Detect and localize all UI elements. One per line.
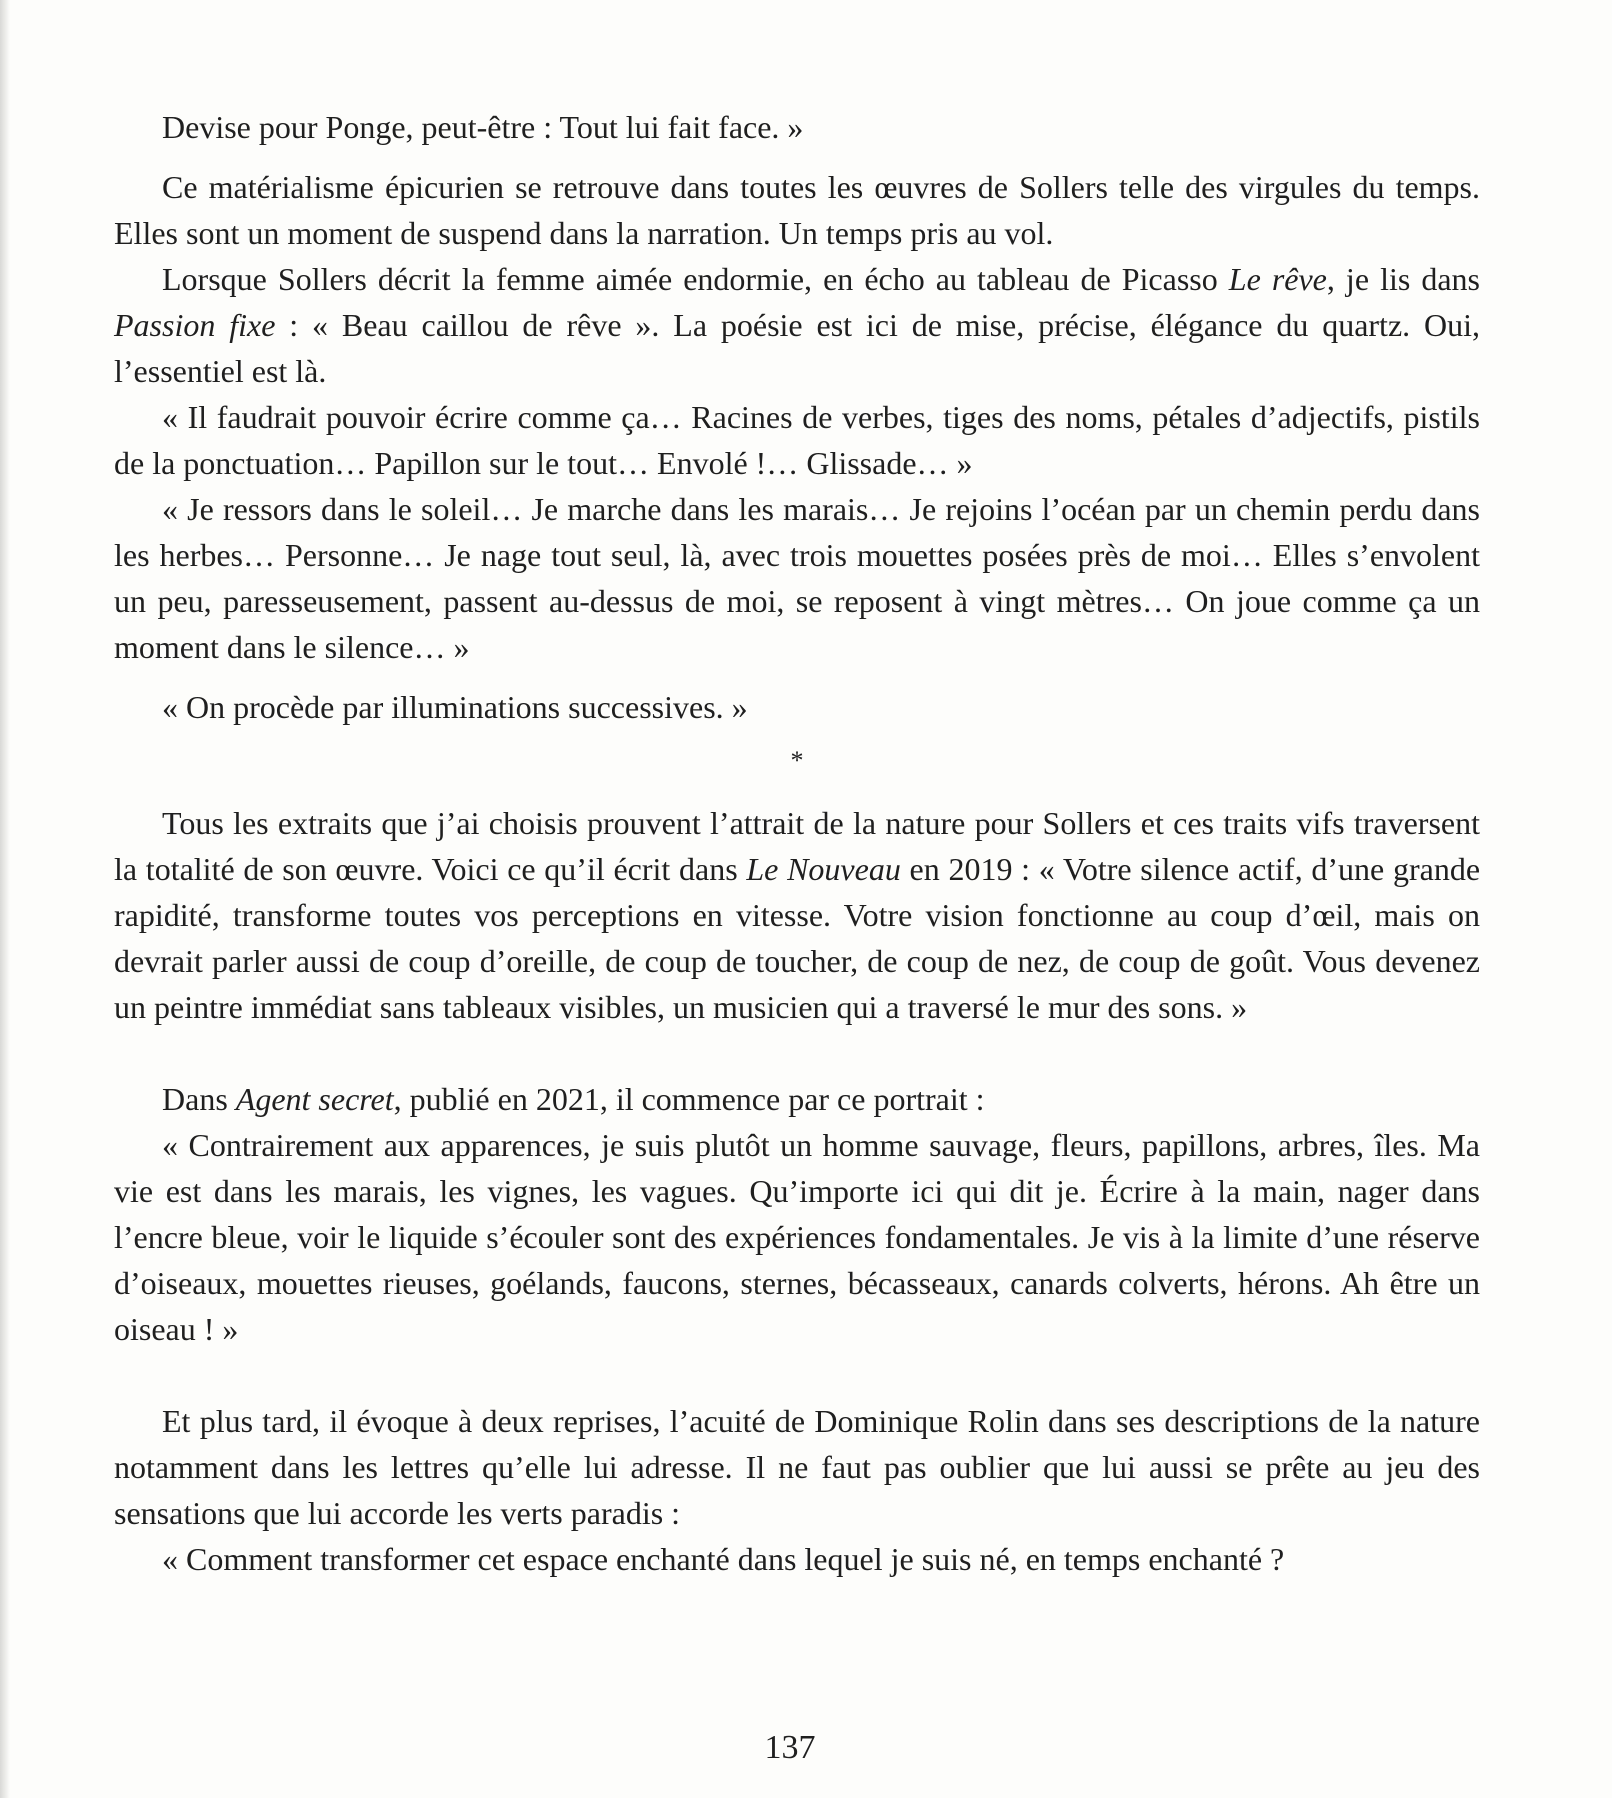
title-passion-fixe: Passion fixe [114, 307, 276, 343]
quote-writing-like-that: « Il faudrait pouvoir écrire comme ça… Racines de verbes, tiges des noms, pétales d’adjectifs, pistils de la ponctuation… Papillon sur le tout… Envolé !… Glissade… » [114, 399, 1480, 481]
paragraph-ponge-motto: Devise pour Ponge, peut-être : Tout lui fait face. » [162, 109, 804, 145]
quote-wild-man: « Contrairement aux apparences, je suis plutôt un homme sauvage, fleurs, papillons, arbres, îles. Ma vie est dans les marais, les vignes, les vagues. Qu’importe ici qui dit je. Écrire à la main, nager dans l’encre bleue, voir le liquide s’écouler sont des expériences fondamentales. Je vis à la limite d’une réserve d’oiseaux, mouettes rieuses, goélands, faucons, sternes, bécasseaux, canards colverts, hérons. Ah être un oiseau ! » [114, 1127, 1480, 1347]
paragraph-dominique-rolin: Et plus tard, il évoque à deux reprises, l’acuité de Dominique Rolin dans ses descriptions de la nature notamment dans les lettres qu’elle lui adresse. Il ne faut pas oublier que lui aussi se prête au jeu des sensations que lui accorde les verts paradis : [114, 1403, 1480, 1531]
paragraph-gap [114, 150, 1480, 164]
paragraph-agent-secret: Dans Agent secret, publié en 2021, il commence par ce portrait : [162, 1081, 985, 1117]
page-number: 137 [764, 1729, 816, 1766]
paragraph-picasso-dream: Lorsque Sollers décrit la femme aimée endormie, en écho au tableau de Picasso Le rêve, je lis dans Passion fixe : « Beau caillou de rêve ». La poésie est ici de mise, précise, élégance du quartz. Oui, l’essentiel est là. [114, 261, 1481, 389]
page-gutter-shadow [0, 0, 10, 1798]
title-le-reve: Le rêve [1228, 261, 1327, 297]
paragraph-gap [114, 1030, 1480, 1076]
paragraph-epicurean-materialism: Ce matérialisme épicurien se retrouve dans toutes les œuvres de Sollers telle des virgules du temps. Elles sont un moment de suspend dans la narration. Un temps pris au vol. [114, 169, 1480, 251]
paragraph-gap [114, 670, 1480, 684]
paragraph-gap [114, 1352, 1480, 1398]
paragraph-nature-extracts: Tous les extraits que j’ai choisis prouvent l’attrait de la nature pour Sollers et ces traits vifs traversent la totalité de son œuvre. Voici ce qu’il écrit dans Le Nouveau en 2019 : « Votre silence actif, d’une grande rapidité, transforme toutes vos perceptions en vitesse. Votre vision fonctionne au coup d’œil, mais on devrait parler aussi de coup d’oreille, de coup de toucher, de coup de nez, de coup de goût. Vous devenez un peintre immédiat sans tableaux visibles, un musicien qui a traversé le mur des sons. » [114, 805, 1481, 1025]
quote-sun-marsh: « Je ressors dans le soleil… Je marche dans les marais… Je rejoins l’océan par un chemin perdu dans les herbes… Personne… Je nage tout seul, là, avec trois mouettes posées près de moi… Elles s’envolent un peu, paresseusement, passent au-dessus de moi, se reposent à vingt mètres… On joue comme ça un moment dans le silence… » [114, 491, 1480, 665]
quote-enchanted-space: « Comment transformer cet espace enchanté dans lequel je suis né, en temps enchanté ? [162, 1541, 1285, 1577]
title-agent-secret: Agent secret [235, 1081, 394, 1117]
body-text [114, 104, 1480, 1582]
title-le-nouveau: Le Nouveau [746, 851, 901, 887]
quote-illuminations: « On procède par illuminations successives. » [162, 689, 748, 725]
section-break-asterisk: * [790, 746, 804, 775]
